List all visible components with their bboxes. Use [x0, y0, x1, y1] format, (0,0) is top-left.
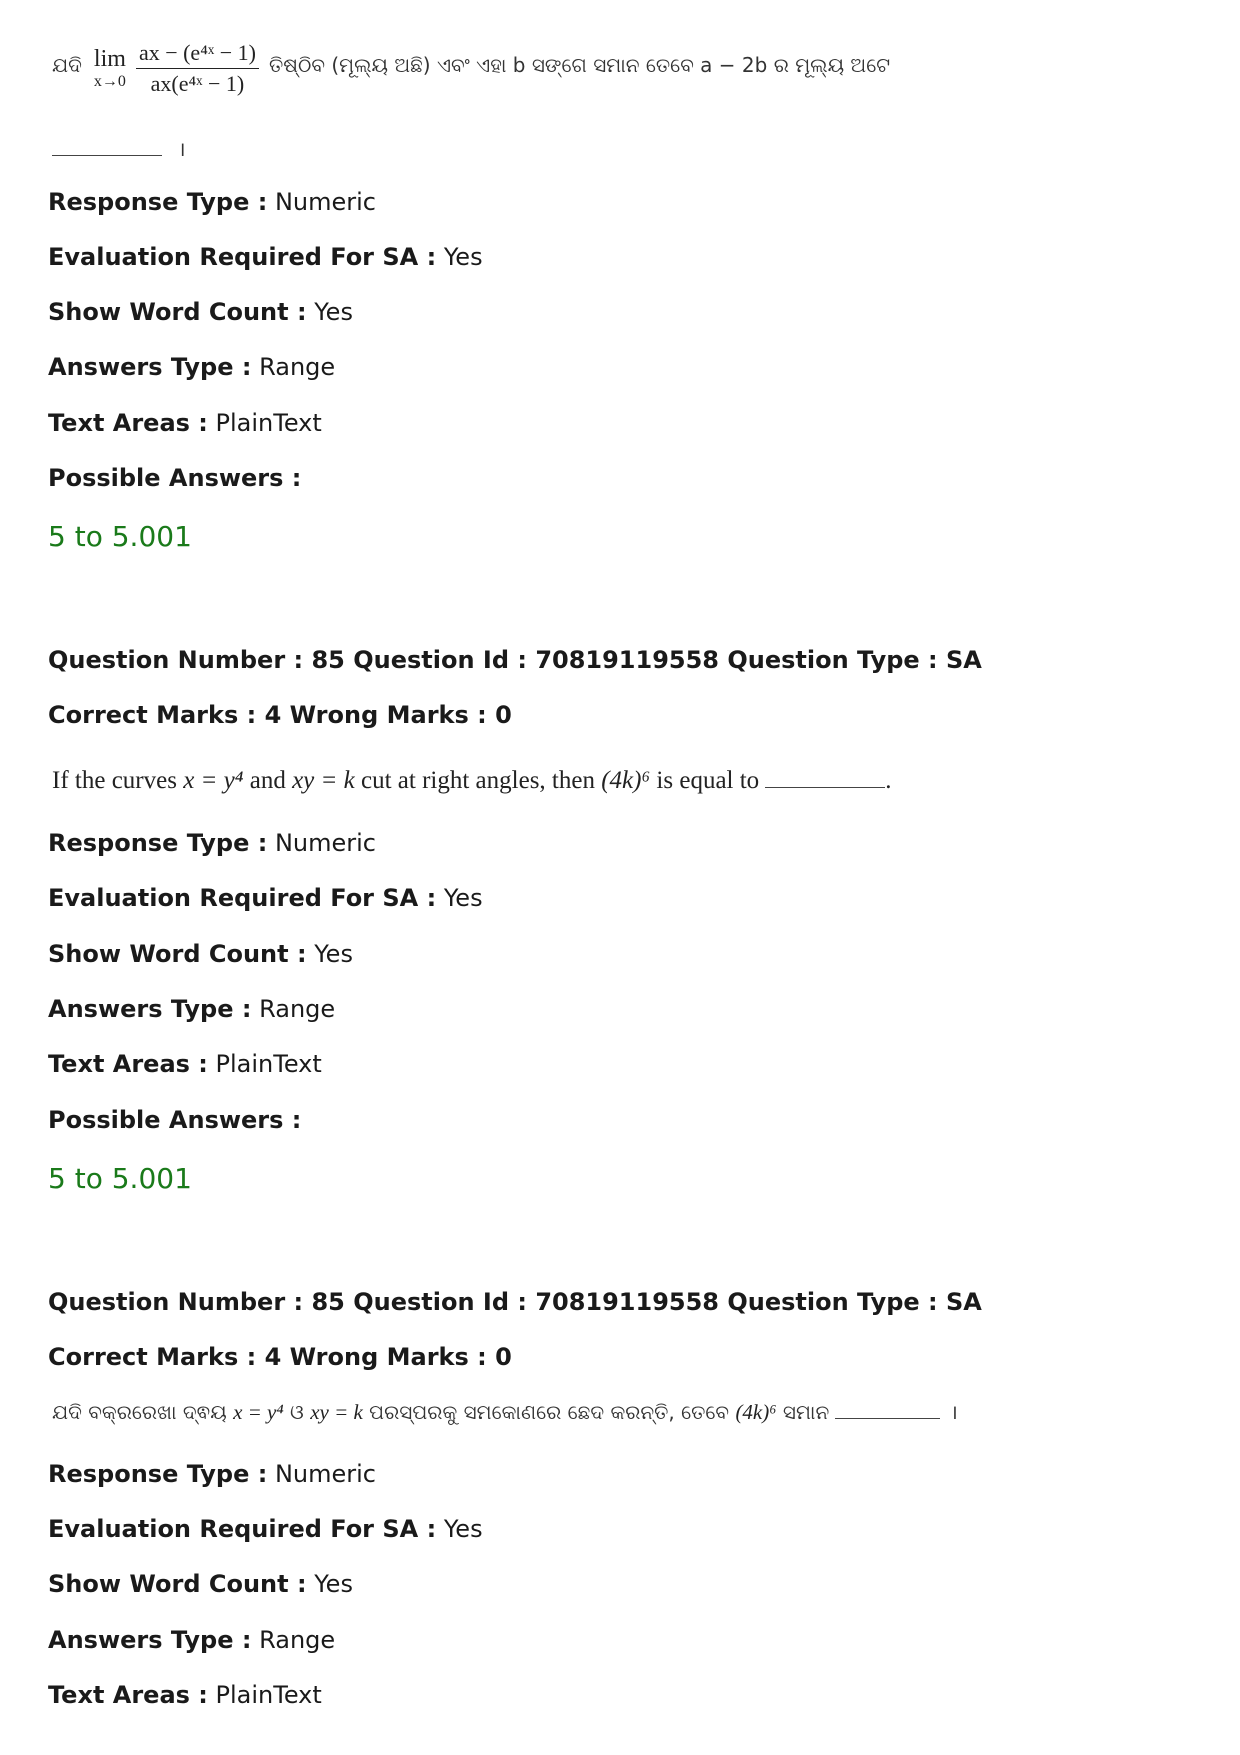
answers-type-label: Answers Type : [48, 353, 252, 381]
question-text-mid: ପରସ୍ପରକୁ ସମକୋଣରେ ଛେଦ କରନ୍ତି, ତେବେ [362, 1400, 736, 1424]
evaluation-required-label: Evaluation Required For SA : [48, 1515, 437, 1543]
response-type-value: Numeric [274, 188, 376, 216]
answers-type-line [48, 994, 335, 1024]
fraction-denominator: ax(e⁴ˣ − 1) [150, 71, 245, 96]
question-text-start: If the curves [52, 767, 184, 794]
question-image-limit [52, 40, 890, 97]
answers-type-line [48, 1625, 335, 1655]
text-areas-value: PlainText [215, 1681, 322, 1709]
question-marks: Correct Marks : 4 Wrong Marks : 0 [48, 1343, 512, 1371]
equation-curve-one: x = y⁴ [233, 1400, 284, 1424]
response-type-value: Numeric [274, 1460, 376, 1488]
show-word-count-label: Show Word Count : [48, 940, 307, 968]
question-text-end: ସମାନ [776, 1400, 830, 1424]
response-type-value: Numeric [274, 829, 376, 857]
possible-answers-label: Possible Answers : [48, 1106, 302, 1134]
show-word-count-line [48, 297, 353, 327]
show-word-count-line [48, 939, 353, 969]
limit-operator [94, 46, 126, 91]
answer-blank [765, 787, 885, 788]
text-areas-value: PlainText [215, 1050, 322, 1078]
question-period: . [885, 767, 892, 794]
question-odia-suffix: ତିଷ୍ଠିବ (ମୂଲ୍ୟ ଅଛି) ଏବଂ ଏହା b ସଙ୍ଗେ ସମାନ ତେବେ a − 2b ର ମୂଲ୍ୟ ଅଟେ [268, 53, 891, 78]
limit-subscript: x→0 [93, 73, 126, 90]
answers-type-label: Answers Type : [48, 995, 252, 1023]
evaluation-required-value: Yes [443, 1515, 483, 1543]
text-areas-line [48, 408, 322, 438]
possible-answer-value: 5 to 5.001 [48, 1162, 192, 1195]
text-areas-label: Text Areas : [48, 1681, 208, 1709]
answer-blank [52, 155, 162, 156]
answers-type-label: Answers Type : [48, 1626, 252, 1654]
evaluation-required-label: Evaluation Required For SA : [48, 884, 437, 912]
question-image-curves-odia [52, 1398, 958, 1425]
question-end-mark: । [178, 137, 186, 161]
answers-type-line [48, 352, 335, 382]
expression-4k-power-6: (4k)⁶ [601, 767, 651, 794]
text-areas-label: Text Areas : [48, 1050, 208, 1078]
evaluation-required-line [48, 242, 483, 272]
question-marks: Correct Marks : 4 Wrong Marks : 0 [48, 701, 512, 729]
expression-4k-power-6: (4k)⁶ [735, 1400, 777, 1424]
possible-answers-label: Possible Answers : [48, 464, 302, 492]
question-header: Question Number : 85 Question Id : 70819119558 Question Type : SA [48, 1288, 982, 1316]
response-type-line [48, 187, 376, 217]
limit-word: lim [93, 46, 126, 72]
show-word-count-value: Yes [314, 298, 353, 326]
question-text-start: ଯଦି ବକ୍ରରେଖା ଦ୍ଵୟ [52, 1400, 234, 1424]
show-word-count-value: Yes [314, 940, 353, 968]
response-type-label: Response Type : [48, 829, 268, 857]
question-header: Question Number : 85 Question Id : 70819119558 Question Type : SA [48, 646, 982, 674]
question-end-mark: । [950, 1400, 958, 1424]
text-areas-label: Text Areas : [48, 409, 208, 437]
text-areas-line [48, 1049, 322, 1079]
question-blank-line [52, 135, 186, 162]
evaluation-required-value: Yes [443, 243, 483, 271]
show-word-count-label: Show Word Count : [48, 1570, 307, 1598]
text-areas-line [48, 1680, 322, 1710]
response-type-line [48, 828, 376, 858]
equation-curve-two: xy = k [310, 1400, 363, 1424]
show-word-count-line [48, 1569, 353, 1599]
fraction-numerator: ax − (e⁴ˣ − 1) [136, 40, 259, 69]
answers-type-value: Range [259, 353, 336, 381]
question-image-curves-en [52, 767, 891, 795]
possible-answers-line [48, 1105, 301, 1135]
question-text-and: and [243, 767, 293, 794]
question-text-and: ଓ [283, 1400, 311, 1424]
question-odia-prefix: ଯଦି [52, 53, 82, 78]
show-word-count-label: Show Word Count : [48, 298, 307, 326]
limit-fraction [136, 40, 259, 97]
possible-answer-value: 5 to 5.001 [48, 520, 192, 553]
question-text-end: is equal to [650, 767, 760, 794]
text-areas-value: PlainText [215, 409, 322, 437]
evaluation-required-label: Evaluation Required For SA : [48, 243, 437, 271]
response-type-label: Response Type : [48, 1460, 268, 1488]
response-type-label: Response Type : [48, 188, 268, 216]
evaluation-required-line [48, 883, 483, 913]
equation-curve-two: xy = k [292, 767, 355, 794]
answers-type-value: Range [259, 1626, 336, 1654]
possible-answers-line [48, 463, 301, 493]
answer-blank [835, 1418, 940, 1419]
evaluation-required-value: Yes [443, 884, 483, 912]
equation-curve-one: x = y⁴ [183, 767, 244, 794]
answers-type-value: Range [259, 995, 336, 1023]
question-text-mid: cut at right angles, then [354, 767, 602, 794]
evaluation-required-line [48, 1514, 483, 1544]
show-word-count-value: Yes [314, 1570, 353, 1598]
response-type-line [48, 1459, 376, 1489]
